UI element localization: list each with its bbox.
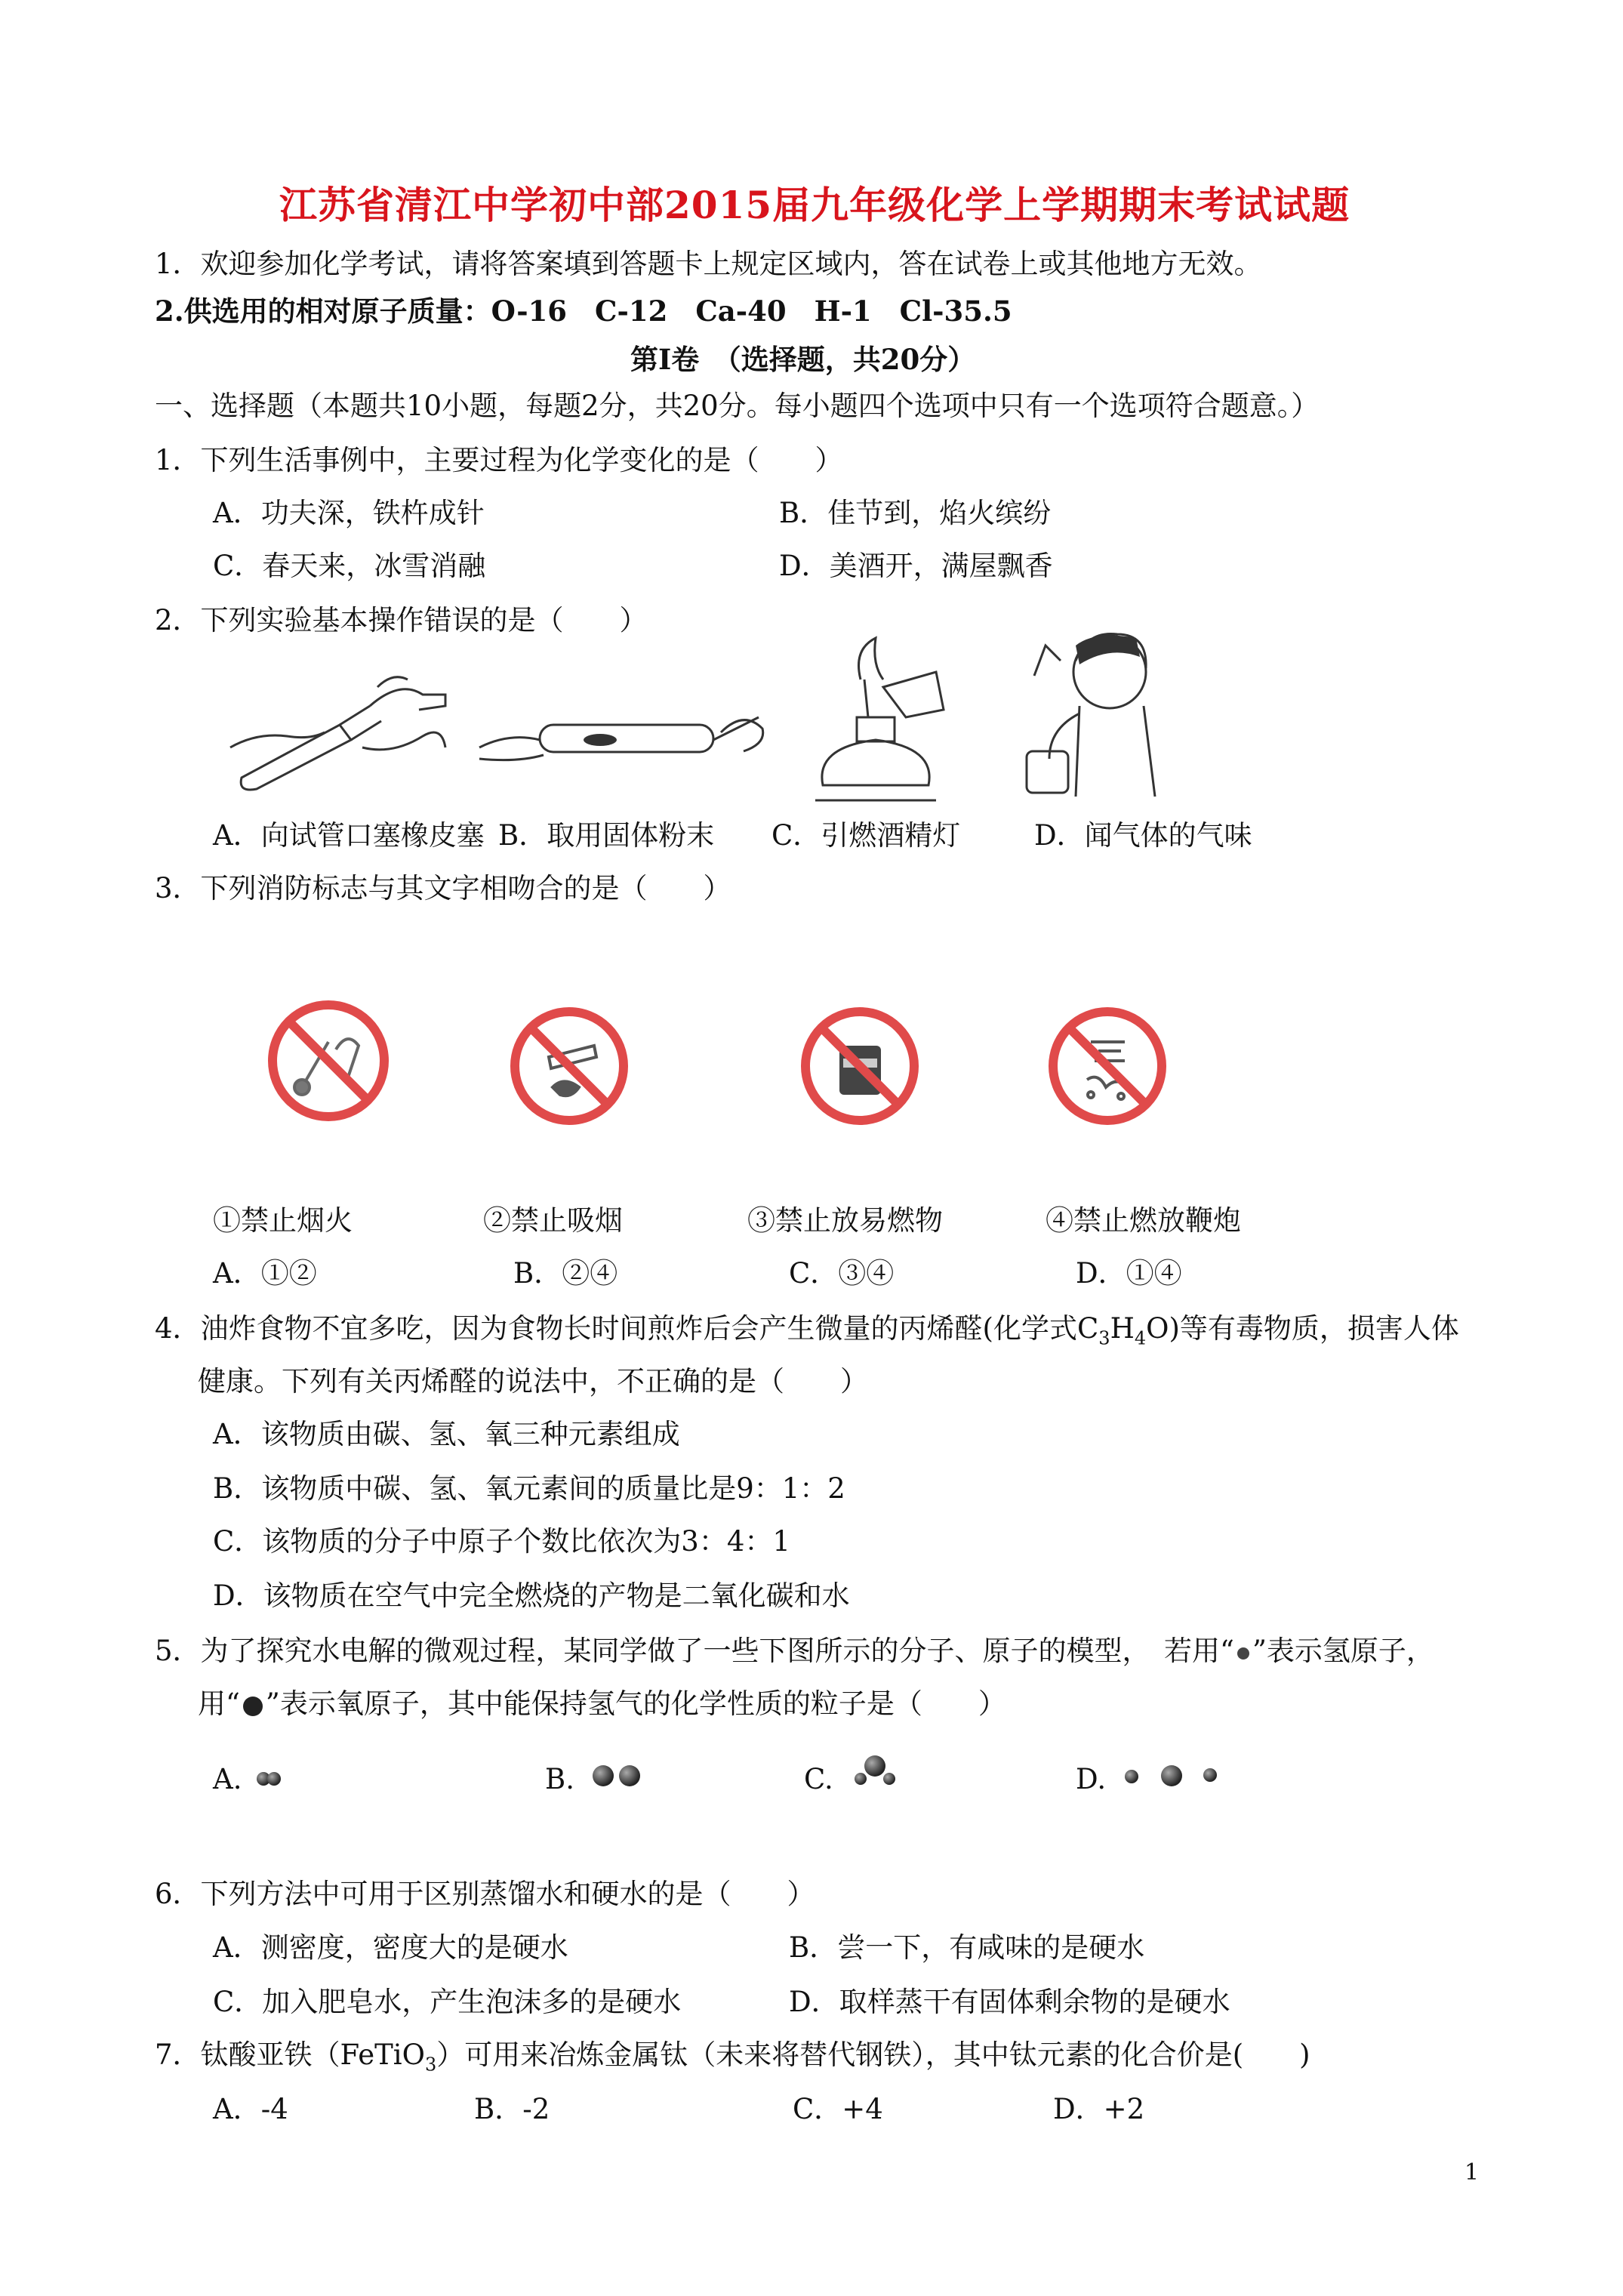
- hydrogen-atom-icon: [1237, 1647, 1249, 1660]
- q3-option-d: D．①④: [1076, 1257, 1182, 1290]
- no-fireworks-sign: [264, 997, 393, 1125]
- hydrogen-atom-icon: [1125, 1770, 1138, 1783]
- q2-option-a: A．向试管口塞橡皮塞: [213, 819, 485, 852]
- oxygen-atom-icon: [1161, 1765, 1182, 1786]
- q6-option-c: C．加入肥皂水，产生泡沫多的是硬水: [213, 1986, 682, 2018]
- oxygen-atom-icon: [243, 1697, 263, 1716]
- q2-option-b: B．取用固体粉末: [498, 819, 715, 852]
- page-number: 1: [1464, 2159, 1480, 2186]
- hydrogen-atom-icon: [267, 1772, 281, 1786]
- q4-option-c: C．该物质的分子中原子个数比依次为3：4：1: [213, 1525, 790, 1558]
- question-5-line1: 5．为了探究水电解的微观过程，某同学做了一些下图所示的分子、原子的模型， 若用“ ”表示氢原子，: [155, 1635, 1434, 1667]
- q4-option-d: D．该物质在空气中完全燃烧的产物是二氧化碳和水: [213, 1579, 850, 1612]
- section-title: 第Ⅰ卷 （选择题，共20分）: [630, 343, 976, 376]
- q1-option-d: D．美酒开，满屋飘香: [779, 550, 1053, 582]
- stopper-test-tube-illustration: [226, 664, 453, 793]
- q6-option-d: D．取样蒸干有固体剩余物的是硬水: [789, 1986, 1230, 2018]
- q4-option-a: A．该物质由碳、氢、氧三种元素组成: [213, 1418, 680, 1450]
- page-title: 江苏省清江中学初中部2015届九年级化学上学期期末考试试题: [279, 183, 1350, 227]
- no-firecrackers-sign: [1046, 1004, 1170, 1129]
- hydrogen-atom-icon: [1203, 1768, 1217, 1782]
- q7-option-a: A．-4: [213, 2093, 288, 2125]
- powder-test-tube-illustration: [472, 687, 766, 785]
- question-4-stem-line1: 4．油炸食物不宜多吃，因为食物长时间煎炸后会产生微量的丙烯醛(化学式$C_3H_4O$)等有毒物质，损害人体: [155, 1312, 1459, 1349]
- question-4-stem-line2: 健康。下列有关丙烯醛的说法中，不正确的是（ ）: [198, 1365, 868, 1398]
- no-smoking-sign: [507, 1004, 632, 1129]
- section-intro: 一、选择题（本题共10小题，每题2分，共20分。每小题四个选项中只有一个选项符合题意。）: [155, 390, 1320, 422]
- smelling-gas-illustration: [1004, 615, 1185, 804]
- q2-option-c: C．引燃酒精灯: [771, 819, 961, 852]
- q5-option-c: C.: [804, 1763, 833, 1795]
- hydrogen-atom-icon: [855, 1773, 867, 1785]
- note-2: 2.供选用的相对原子质量：O-16 C-12 Ca-40 H-1 Cl-35.5: [155, 294, 1012, 328]
- question-3-stem: 3．下列消防标志与其文字相吻合的是（ ）: [155, 872, 731, 905]
- no-flammables-sign: [798, 1004, 922, 1129]
- q7-option-c: C．+4: [793, 2093, 883, 2125]
- note-1: 1．欢迎参加化学考试，请将答案填到答题卡上规定区域内，答在试卷上或其他地方无效。: [155, 248, 1262, 280]
- sign-label-1: ①禁止烟火: [213, 1204, 353, 1237]
- q2-option-d: D．闻气体的气味: [1034, 819, 1252, 852]
- question-2-stem: 2．下列实验基本操作错误的是（ ）: [155, 604, 648, 636]
- hydrogen-atom-icon: [883, 1773, 895, 1785]
- question-5-line2: 用“ ”表示氧原子，其中能保持氢气的化学性质的粒子是（ ）: [198, 1687, 1006, 1720]
- q5-option-b: B.: [545, 1763, 574, 1795]
- q3-option-b: B．②④: [513, 1257, 618, 1290]
- q6-option-a: A．测密度，密度大的是硬水: [213, 1931, 568, 1964]
- q1-option-c: C．春天来，冰雪消融: [213, 550, 486, 582]
- sign-label-2: ②禁止吸烟: [483, 1204, 623, 1237]
- q5-option-d: D.: [1076, 1763, 1107, 1795]
- oxygen-atom-icon: [864, 1755, 885, 1777]
- question-6-stem: 6．下列方法中可用于区别蒸馏水和硬水的是（ ）: [155, 1878, 815, 1910]
- oxygen-atom-icon: [619, 1765, 640, 1786]
- question-7-stem: 7．钛酸亚铁（FeTiO$_3$）可用来冶炼金属钛（未来将替代钢铁），其中钛元素的化合价是( ): [155, 2039, 1310, 2076]
- alcohol-lamp-illustration: [800, 634, 951, 808]
- q7-option-b: B．-2: [474, 2093, 550, 2125]
- q4-option-b: B．该物质中碳、氢、氧元素间的质量比是9：1：2: [213, 1472, 845, 1505]
- q1-option-b: B．佳节到，焰火缤纷: [779, 497, 1052, 529]
- q5-option-a: A.: [213, 1763, 242, 1795]
- q6-option-b: B．尝一下，有咸味的是硬水: [789, 1931, 1145, 1964]
- q3-option-c: C．③④: [789, 1257, 895, 1290]
- q1-option-a: A．功夫深，铁杵成针: [213, 497, 485, 529]
- q7-option-d: D．+2: [1053, 2093, 1145, 2125]
- oxygen-atom-icon: [593, 1765, 614, 1786]
- question-1-stem: 1．下列生活事例中，主要过程为化学变化的是（ ）: [155, 444, 843, 476]
- q3-option-a: A．①②: [213, 1257, 317, 1290]
- sign-label-3: ③禁止放易燃物: [747, 1204, 943, 1237]
- sign-label-4: ④禁止燃放鞭炮: [1046, 1204, 1241, 1237]
